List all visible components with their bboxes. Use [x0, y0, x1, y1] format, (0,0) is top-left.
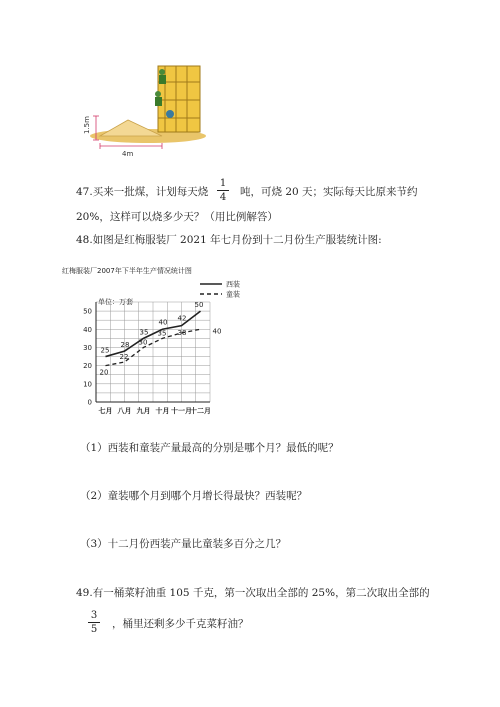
data-label: 22	[119, 353, 129, 361]
chart-title: 红梅服装厂2007年下半年生产情况统计图	[62, 267, 192, 275]
q47-text-b: 吨，可烧 20 天；实际每天比原来节约	[240, 186, 418, 198]
data-label: 30	[138, 338, 148, 347]
data-label: 28	[120, 341, 130, 350]
data-label: 35	[157, 329, 167, 338]
height-label: 1.5m	[83, 116, 91, 134]
x-tick-label: 十月	[155, 407, 170, 415]
data-label: 40	[158, 318, 168, 327]
y-tick-label: 50	[83, 307, 92, 316]
q49-frac-den: 5	[90, 624, 98, 635]
data-label: 42	[177, 314, 187, 323]
y-tick-label: 40	[83, 325, 92, 334]
q49-frac-num: 3	[90, 610, 98, 621]
x-tick-label: 十二月	[190, 407, 211, 415]
q48-sub1: （1）西装和童装产量最高的分别是哪个月？最低的呢？	[80, 442, 339, 454]
q48-intro: 48.如图是红梅服装厂 2021 年七月份到十二月份生产服装统计图:	[76, 234, 382, 246]
data-label: 40	[212, 327, 222, 336]
pile-shape	[100, 120, 162, 136]
y-tick-label: 20	[83, 362, 92, 371]
legend-label: 西装	[226, 280, 240, 289]
width-label: 4m	[122, 150, 134, 158]
q48-sub3: （3）十二月份西装产量比童装多百分之几？	[80, 538, 287, 550]
chart-unit-label: 单位：万套	[98, 298, 133, 306]
q48-sub2: （2）童装哪个月到哪个月增长得最快？西装呢？	[80, 490, 308, 502]
y-tick-label: 30	[83, 343, 92, 352]
data-label: 20	[99, 368, 109, 377]
x-tick-label: 七月	[98, 407, 113, 415]
x-tick-label: 九月	[136, 407, 151, 415]
q47-frac-den: 4	[219, 192, 227, 203]
x-tick-label: 八月	[117, 407, 132, 415]
x-tick-label: 十一月	[171, 407, 192, 415]
q47-line2: 20%，这样可以烧多少天？（用比例解答）	[76, 211, 278, 223]
q49-fraction	[88, 610, 100, 635]
y-tick-label: 0	[87, 398, 92, 407]
production-line-chart	[60, 262, 250, 422]
q47-fraction	[217, 178, 229, 203]
coal-pile-figure	[70, 60, 210, 158]
data-label: 38	[177, 328, 187, 337]
y-tick-label: 10	[83, 380, 92, 389]
q49-text-a: 49.有一桶菜籽油重 105 千克，第一次取出全部的 25%，第二次取出全部的	[76, 587, 430, 599]
data-label: 50	[194, 301, 204, 310]
q47-frac-num: 1	[219, 178, 227, 189]
data-label: 25	[100, 346, 110, 355]
legend-label: 童装	[226, 290, 240, 299]
wheelbarrow-icon	[166, 110, 174, 118]
q47-text-a: 47.买来一批煤，计划每天烧	[76, 186, 209, 198]
data-label: 35	[139, 328, 149, 337]
q49-text-b: ，桶里还剩多少千克菜籽油？	[112, 618, 249, 630]
